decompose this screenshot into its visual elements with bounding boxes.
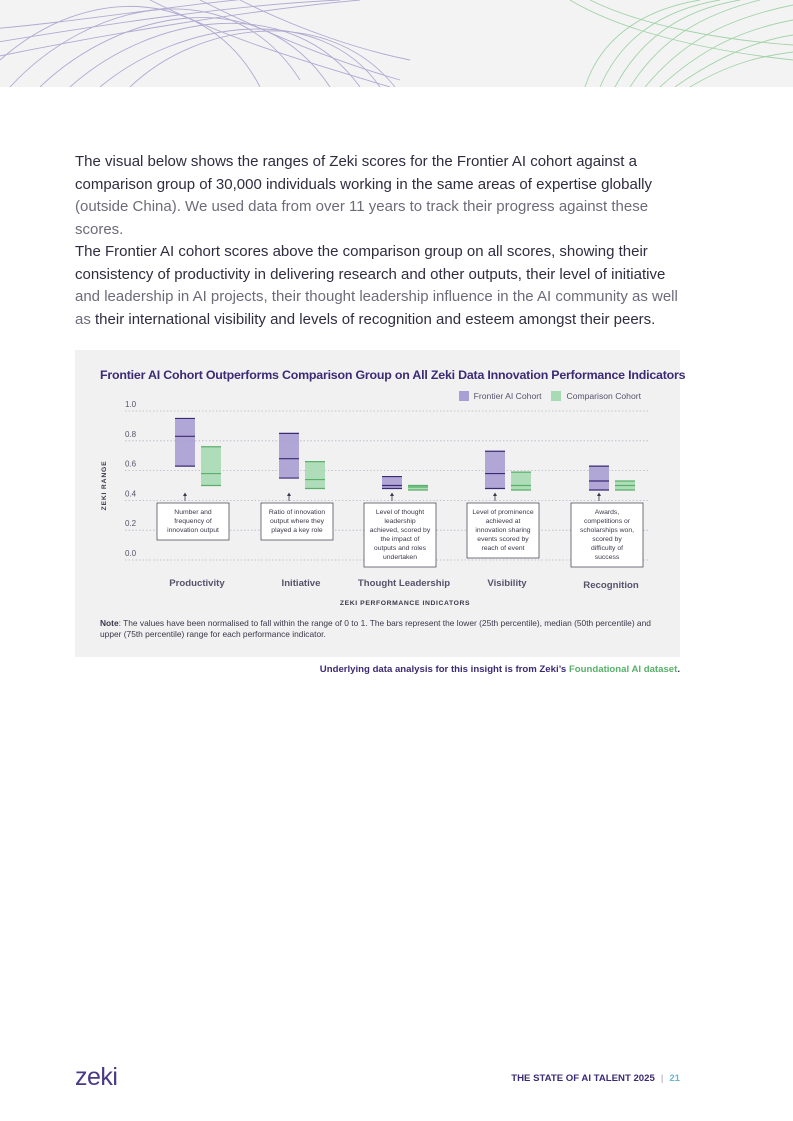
description-text: success bbox=[594, 554, 620, 561]
header-decoration bbox=[0, 0, 793, 87]
box-comparison bbox=[305, 462, 325, 489]
legend-label-frontier: Frontier AI Cohort bbox=[473, 391, 542, 401]
page-footer bbox=[511, 1073, 680, 1084]
description-text: competitions or bbox=[583, 518, 631, 525]
box-frontier bbox=[175, 418, 195, 466]
x-category-label: Productivity bbox=[169, 578, 225, 589]
dataset-link[interactable]: Foundational AI dataset bbox=[568, 664, 678, 675]
source-attribution bbox=[320, 664, 680, 675]
description-text: played a key role bbox=[271, 527, 323, 534]
x-category-label: Visibility bbox=[487, 578, 527, 589]
box-comparison bbox=[201, 447, 221, 486]
y-tick-label: 0.0 bbox=[125, 549, 137, 558]
intro-paragraph bbox=[75, 151, 685, 241]
arrow-head bbox=[287, 493, 291, 497]
legend-swatch-frontier bbox=[459, 391, 469, 401]
description-text: Number and bbox=[174, 509, 212, 516]
summary-text-muted: and leadership in AI projects, their thought leadership influence in the AI community as well as bbox=[75, 288, 678, 328]
source-suffix: . bbox=[677, 664, 680, 675]
description-text: Ratio of innovation bbox=[268, 509, 326, 516]
box-frontier bbox=[485, 451, 505, 488]
description-text: Level of thought bbox=[375, 509, 425, 516]
source-prefix: Underlying data analysis for this insight is from Zeki’s bbox=[319, 664, 569, 675]
description-text: innovation output bbox=[167, 527, 219, 534]
legend-label-comparison: Comparison Cohort bbox=[566, 391, 641, 401]
summary-text-b: their international visibility and levels of recognition and esteem amongst their peers. bbox=[95, 310, 656, 328]
y-tick-label: 0.6 bbox=[125, 459, 137, 469]
summary-text-a: The Frontier AI cohort scores above the comparison group on all scores, showing their consistency of productivity in delivering research and other outputs, their level of initiative bbox=[75, 243, 666, 283]
legend-swatch-comparison bbox=[551, 391, 561, 401]
footer-separator: | bbox=[660, 1073, 664, 1084]
description-text: the impact of bbox=[380, 536, 420, 543]
intro-text-muted: (outside China). We used data from over 11 years to track their progress against these scores. bbox=[75, 198, 649, 238]
chart-note bbox=[100, 618, 660, 640]
legend-item-comparison bbox=[551, 391, 641, 401]
report-title: THE STATE OF AI TALENT 2025 bbox=[511, 1073, 655, 1084]
page-number: 21 bbox=[669, 1073, 680, 1084]
description-text: achieved at bbox=[485, 518, 521, 525]
chart-legend bbox=[459, 391, 641, 401]
arrow-head bbox=[390, 493, 394, 497]
box-frontier bbox=[382, 477, 402, 489]
description-text: reach of event bbox=[481, 545, 525, 552]
y-tick-label: 0.4 bbox=[125, 489, 137, 499]
y-tick-label: 0.8 bbox=[125, 429, 137, 439]
zeki-logo: zeki bbox=[75, 1063, 118, 1091]
arrow-head bbox=[597, 493, 601, 497]
description-text: Awards, bbox=[594, 509, 620, 516]
description-text: frequency of bbox=[174, 518, 212, 525]
description-text: difficulty of bbox=[591, 545, 623, 552]
box-frontier bbox=[589, 466, 609, 490]
x-category-label: Thought Leadership bbox=[357, 578, 451, 589]
note-label: Note bbox=[100, 618, 119, 628]
description-text: undertaken bbox=[382, 554, 418, 561]
x-axis-label: ZEKI PERFORMANCE INDICATORS bbox=[339, 600, 471, 607]
wave-pattern bbox=[0, 0, 793, 87]
y-tick-label: 1.0 bbox=[125, 400, 137, 409]
description-text: innovation sharing bbox=[475, 527, 531, 534]
arrow-head bbox=[183, 493, 187, 497]
arrow-head bbox=[493, 493, 497, 497]
description-text: scholarships won, bbox=[579, 527, 635, 534]
intro-text: The visual below shows the ranges of Zeki scores for the Frontier AI cohort against a comparison group of 30,000 individuals working in the same areas of expertise globally bbox=[75, 153, 652, 193]
box-comparison bbox=[511, 472, 531, 490]
description-text: leadership bbox=[384, 518, 416, 525]
description-text: Level of prominence bbox=[472, 509, 534, 516]
chart-panel bbox=[75, 350, 686, 657]
y-tick-label: 0.2 bbox=[125, 519, 137, 529]
description-text: outputs and roles bbox=[373, 545, 427, 552]
description-text: events scored by bbox=[477, 536, 529, 543]
x-category-label: Initiative bbox=[281, 578, 321, 589]
description-text: achieved, scored by bbox=[369, 527, 431, 534]
legend-item-frontier bbox=[459, 391, 542, 401]
box-comparison bbox=[408, 486, 428, 490]
note-text: : The values have been normalised to fall within the range of 0 to 1. The bars represent the lower (25th percentile), median (50th percentile) and upper (75th percentile) range for each performance indicator. bbox=[100, 618, 651, 639]
description-text: output where they bbox=[269, 518, 325, 525]
box-frontier bbox=[279, 433, 299, 478]
summary-paragraph bbox=[75, 241, 685, 331]
x-category-label: Recognition bbox=[583, 580, 639, 591]
y-axis-label: ZEKI RANGE bbox=[101, 460, 108, 511]
chart-title: Frontier AI Cohort Outperforms Comparison Group on All Zeki Data Innovation Performance Indicators bbox=[100, 368, 686, 382]
description-text: scored by bbox=[592, 536, 622, 543]
